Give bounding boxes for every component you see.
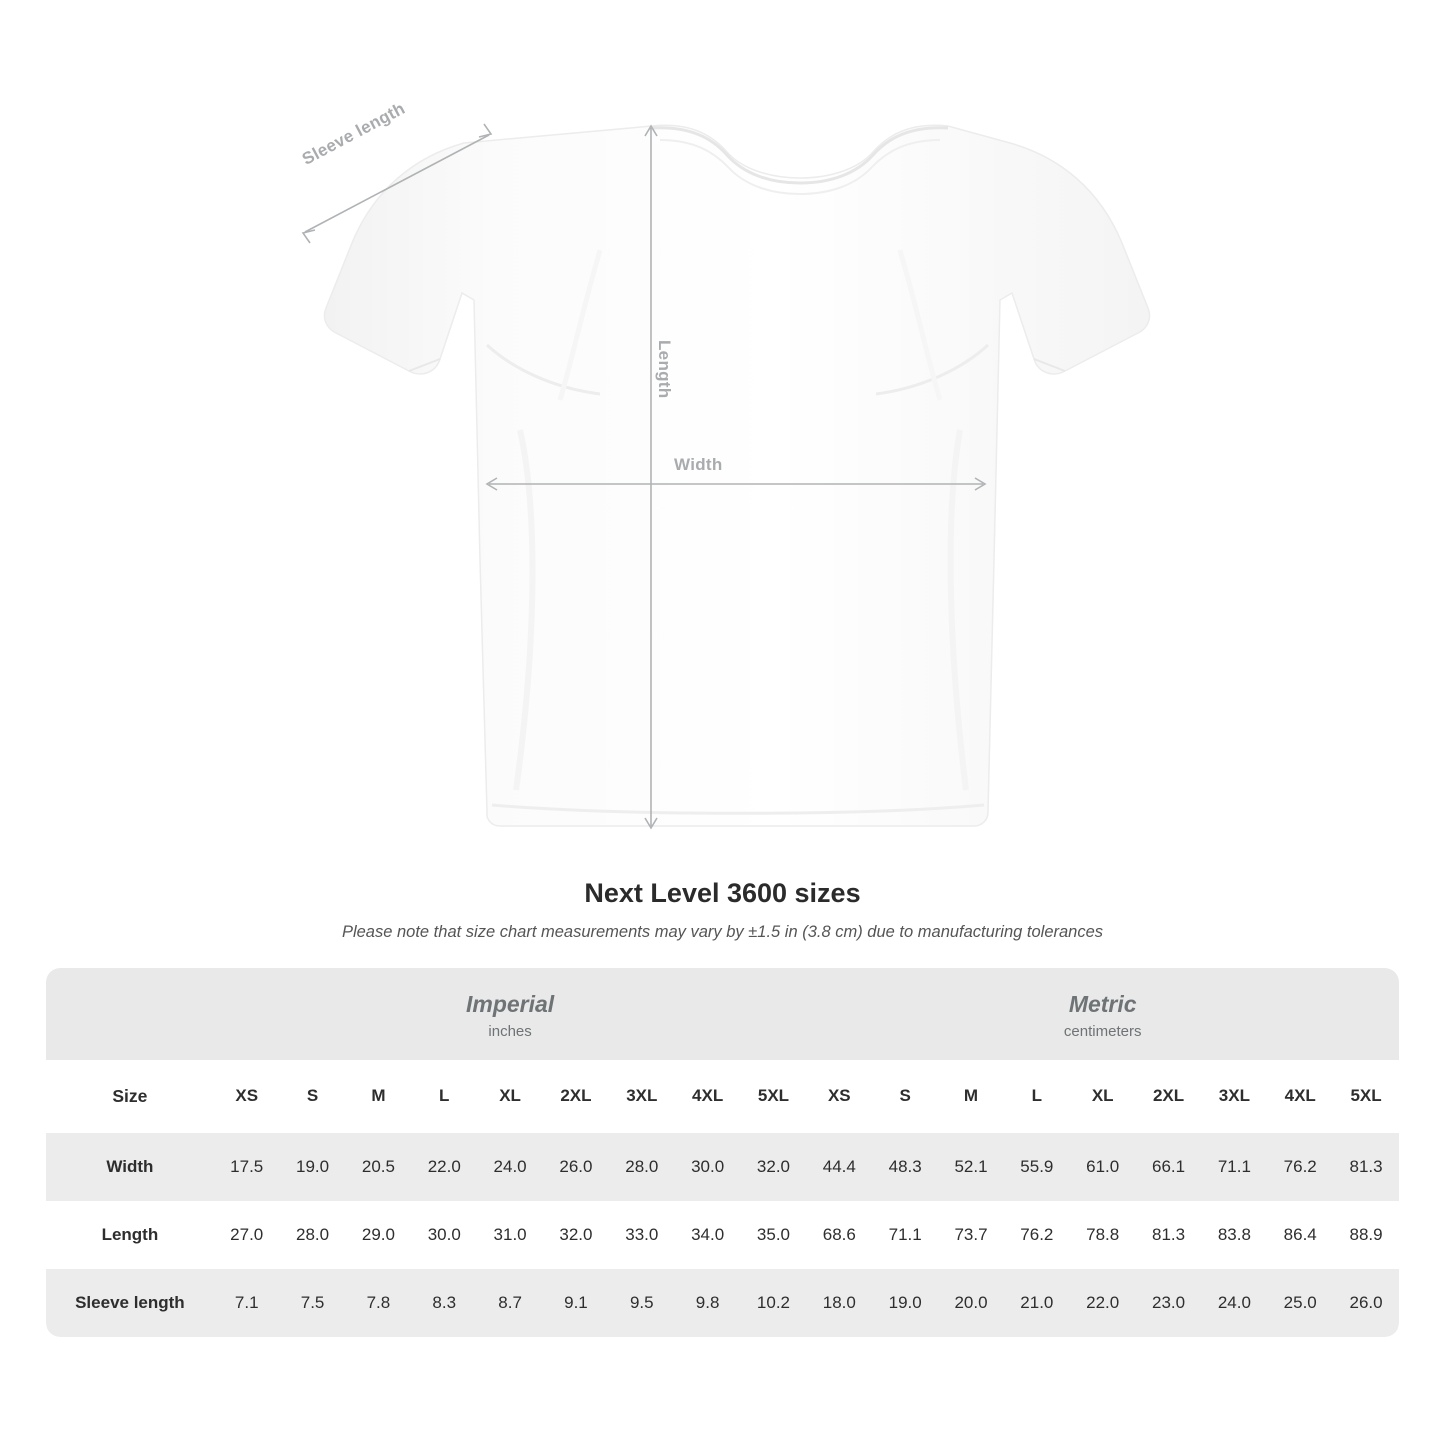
cell-sleeve-metric-xl: 22.0 (1070, 1269, 1136, 1337)
row-label-length: Length (46, 1201, 214, 1269)
size-header-metric-l: L (1004, 1060, 1070, 1133)
row-label-sleeve-length: Sleeve length (46, 1269, 214, 1337)
cell-width-metric-xs: 44.4 (806, 1133, 872, 1201)
page-title: Next Level 3600 sizes (584, 878, 861, 908)
cell-length-imperial-xs: 27.0 (214, 1201, 280, 1269)
size-header-row (46, 1060, 1399, 1133)
size-header-imperial-xs: XS (214, 1060, 280, 1133)
cell-sleeve-imperial-xl: 8.7 (477, 1269, 543, 1337)
cell-length-imperial-5xl: 35.0 (741, 1201, 807, 1269)
cell-length-metric-2xl: 81.3 (1136, 1201, 1202, 1269)
cell-width-imperial-2xl: 26.0 (543, 1133, 609, 1201)
cell-length-metric-xl: 78.8 (1070, 1201, 1136, 1269)
cell-width-imperial-l: 22.0 (411, 1133, 477, 1201)
system-name-imperial: Imperial (465, 991, 555, 1017)
size-header-imperial-3xl: 3XL (609, 1060, 675, 1133)
system-header-imperial (214, 968, 807, 1060)
cell-width-metric-xl: 61.0 (1070, 1133, 1136, 1201)
cell-sleeve-metric-xs: 18.0 (806, 1269, 872, 1337)
cell-width-imperial-m: 20.5 (345, 1133, 411, 1201)
sleeve-length-label: Sleeve length (299, 98, 409, 169)
size-header-imperial-5xl: 5XL (741, 1060, 807, 1133)
cell-width-imperial-4xl: 30.0 (675, 1133, 741, 1201)
size-header-metric-s: S (872, 1060, 938, 1133)
cell-width-metric-l: 55.9 (1004, 1133, 1070, 1201)
size-header-imperial-m: M (345, 1060, 411, 1133)
size-header-imperial-s: S (280, 1060, 346, 1133)
title-block (0, 878, 1445, 942)
cell-width-metric-s: 48.3 (872, 1133, 938, 1201)
tolerance-note: Please note that size chart measurements may vary by ±1.5 in (3.8 cm) due to manufacturing tolerances (341, 923, 1104, 941)
size-table-wrapper (46, 968, 1399, 1337)
size-header-imperial-l: L (411, 1060, 477, 1133)
cell-length-imperial-4xl: 34.0 (675, 1201, 741, 1269)
cell-width-metric-5xl: 81.3 (1333, 1133, 1399, 1201)
table-row (46, 1201, 1399, 1269)
system-unit-imperial: inches (488, 1022, 532, 1040)
cell-sleeve-imperial-l: 8.3 (411, 1269, 477, 1337)
cell-width-imperial-3xl: 28.0 (609, 1133, 675, 1201)
cell-length-imperial-l: 30.0 (411, 1201, 477, 1269)
size-header-imperial-2xl: 2XL (543, 1060, 609, 1133)
size-header-metric-3xl: 3XL (1201, 1060, 1267, 1133)
cell-width-imperial-xl: 24.0 (477, 1133, 543, 1201)
system-header-row (46, 968, 1399, 1060)
cell-sleeve-metric-s: 19.0 (872, 1269, 938, 1337)
cell-length-imperial-3xl: 33.0 (609, 1201, 675, 1269)
table-row (46, 1133, 1399, 1201)
cell-sleeve-imperial-m: 7.8 (345, 1269, 411, 1337)
system-header-spacer (46, 968, 214, 1060)
cell-sleeve-imperial-5xl: 10.2 (741, 1269, 807, 1337)
cell-sleeve-imperial-3xl: 9.5 (609, 1269, 675, 1337)
cell-width-metric-m: 52.1 (938, 1133, 1004, 1201)
width-label: Width (674, 455, 723, 474)
cell-sleeve-metric-3xl: 24.0 (1201, 1269, 1267, 1337)
length-label: Length (655, 340, 674, 399)
size-table (46, 968, 1399, 1337)
cell-length-metric-4xl: 86.4 (1267, 1201, 1333, 1269)
cell-sleeve-metric-5xl: 26.0 (1333, 1269, 1399, 1337)
cell-sleeve-metric-4xl: 25.0 (1267, 1269, 1333, 1337)
table-row (46, 1269, 1399, 1337)
cell-sleeve-metric-2xl: 23.0 (1136, 1269, 1202, 1337)
cell-length-imperial-2xl: 32.0 (543, 1201, 609, 1269)
cell-length-metric-m: 73.7 (938, 1201, 1004, 1269)
cell-width-imperial-5xl: 32.0 (741, 1133, 807, 1201)
system-unit-metric: centimeters (1063, 1022, 1142, 1040)
size-header-metric-xl: XL (1070, 1060, 1136, 1133)
cell-length-imperial-m: 29.0 (345, 1201, 411, 1269)
cell-sleeve-imperial-xs: 7.1 (214, 1269, 280, 1337)
cell-length-metric-xs: 68.6 (806, 1201, 872, 1269)
row-label-width: Width (46, 1133, 214, 1201)
cell-length-metric-3xl: 83.8 (1201, 1201, 1267, 1269)
cell-sleeve-imperial-4xl: 9.8 (675, 1269, 741, 1337)
size-header-imperial-4xl: 4XL (675, 1060, 741, 1133)
size-header-imperial-xl: XL (477, 1060, 543, 1133)
cell-length-imperial-s: 28.0 (280, 1201, 346, 1269)
size-header-metric-4xl: 4XL (1267, 1060, 1333, 1133)
cell-length-imperial-xl: 31.0 (477, 1201, 543, 1269)
size-header-metric-5xl: 5XL (1333, 1060, 1399, 1133)
cell-width-metric-4xl: 76.2 (1267, 1133, 1333, 1201)
cell-length-metric-l: 76.2 (1004, 1201, 1070, 1269)
cell-width-metric-3xl: 71.1 (1201, 1133, 1267, 1201)
cell-width-imperial-xs: 17.5 (214, 1133, 280, 1201)
cell-width-imperial-s: 19.0 (280, 1133, 346, 1201)
cell-sleeve-metric-m: 20.0 (938, 1269, 1004, 1337)
cell-length-metric-s: 71.1 (872, 1201, 938, 1269)
size-header-metric-xs: XS (806, 1060, 872, 1133)
system-header-metric (806, 968, 1399, 1060)
cell-sleeve-imperial-s: 7.5 (280, 1269, 346, 1337)
size-header-metric-2xl: 2XL (1136, 1060, 1202, 1133)
cell-length-metric-5xl: 88.9 (1333, 1201, 1399, 1269)
cell-width-metric-2xl: 66.1 (1136, 1133, 1202, 1201)
cell-sleeve-imperial-2xl: 9.1 (543, 1269, 609, 1337)
size-header-label: Size (46, 1060, 214, 1133)
system-name-metric: Metric (1068, 991, 1137, 1017)
size-header-metric-m: M (938, 1060, 1004, 1133)
cell-sleeve-metric-l: 21.0 (1004, 1269, 1070, 1337)
